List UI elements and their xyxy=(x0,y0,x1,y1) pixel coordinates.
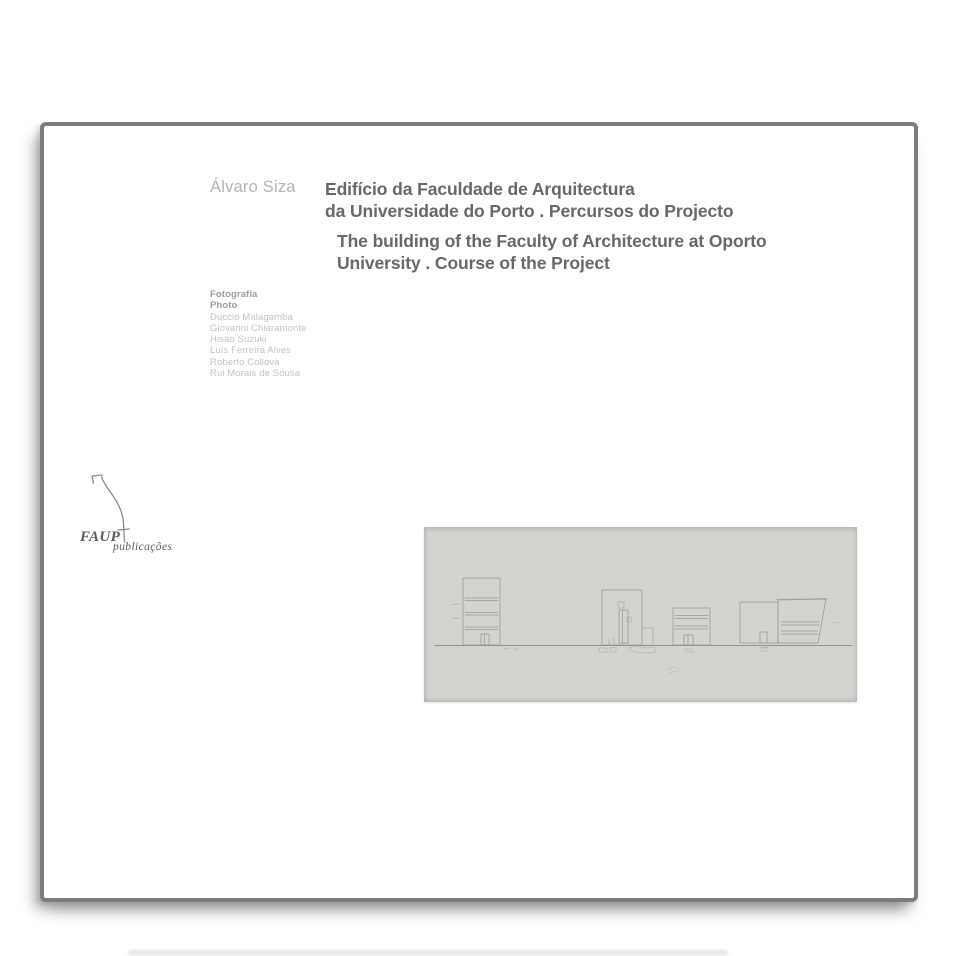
book-cover xyxy=(40,122,918,902)
credits-heading-en: Photo xyxy=(210,300,238,312)
photographer-name: Giovanni Chiaramonte xyxy=(210,322,307,334)
photo-credits xyxy=(210,289,307,379)
sketch-building-4 xyxy=(740,599,827,652)
architectural-sketch xyxy=(424,527,857,702)
title-pt-line1: Edifício da Faculdade de Arquitectura xyxy=(325,179,635,199)
logo-hook-top xyxy=(92,475,102,476)
publisher-name: FAUP xyxy=(80,529,121,545)
author-name: Álvaro Siza xyxy=(210,178,296,196)
photographer-name: Duccio Malagamba xyxy=(210,311,293,323)
title-en-line1: The building of the Faculty of Architecture at Oporto xyxy=(337,231,767,251)
book-title-english xyxy=(337,231,767,274)
photographer-name: Rui Morais de Sousa xyxy=(210,368,301,380)
title-en-line2: University . Course of the Project xyxy=(337,252,610,273)
photographer-name: Hisao Suzuki xyxy=(210,334,267,346)
sketch-foreground-scribbles xyxy=(599,622,841,673)
title-pt-line2: da Universidade do Porto . Percursos do Projecto xyxy=(325,200,734,221)
sketch-building-3 xyxy=(673,608,710,645)
sketch-building-1 xyxy=(452,578,518,649)
credits-heading-pt: Fotografia xyxy=(210,289,258,300)
scan-artifact-bottom xyxy=(128,950,728,955)
photographer-name: Luís Ferreira Alves xyxy=(210,345,292,357)
book-title-portuguese xyxy=(325,179,734,222)
logo-hook-tick xyxy=(92,476,94,483)
publisher-suffix: publicações xyxy=(113,541,173,553)
sketch-building-2 xyxy=(602,590,653,645)
elevation-drawing xyxy=(424,527,857,702)
photographer-name: Roberto Collovà xyxy=(210,356,280,368)
